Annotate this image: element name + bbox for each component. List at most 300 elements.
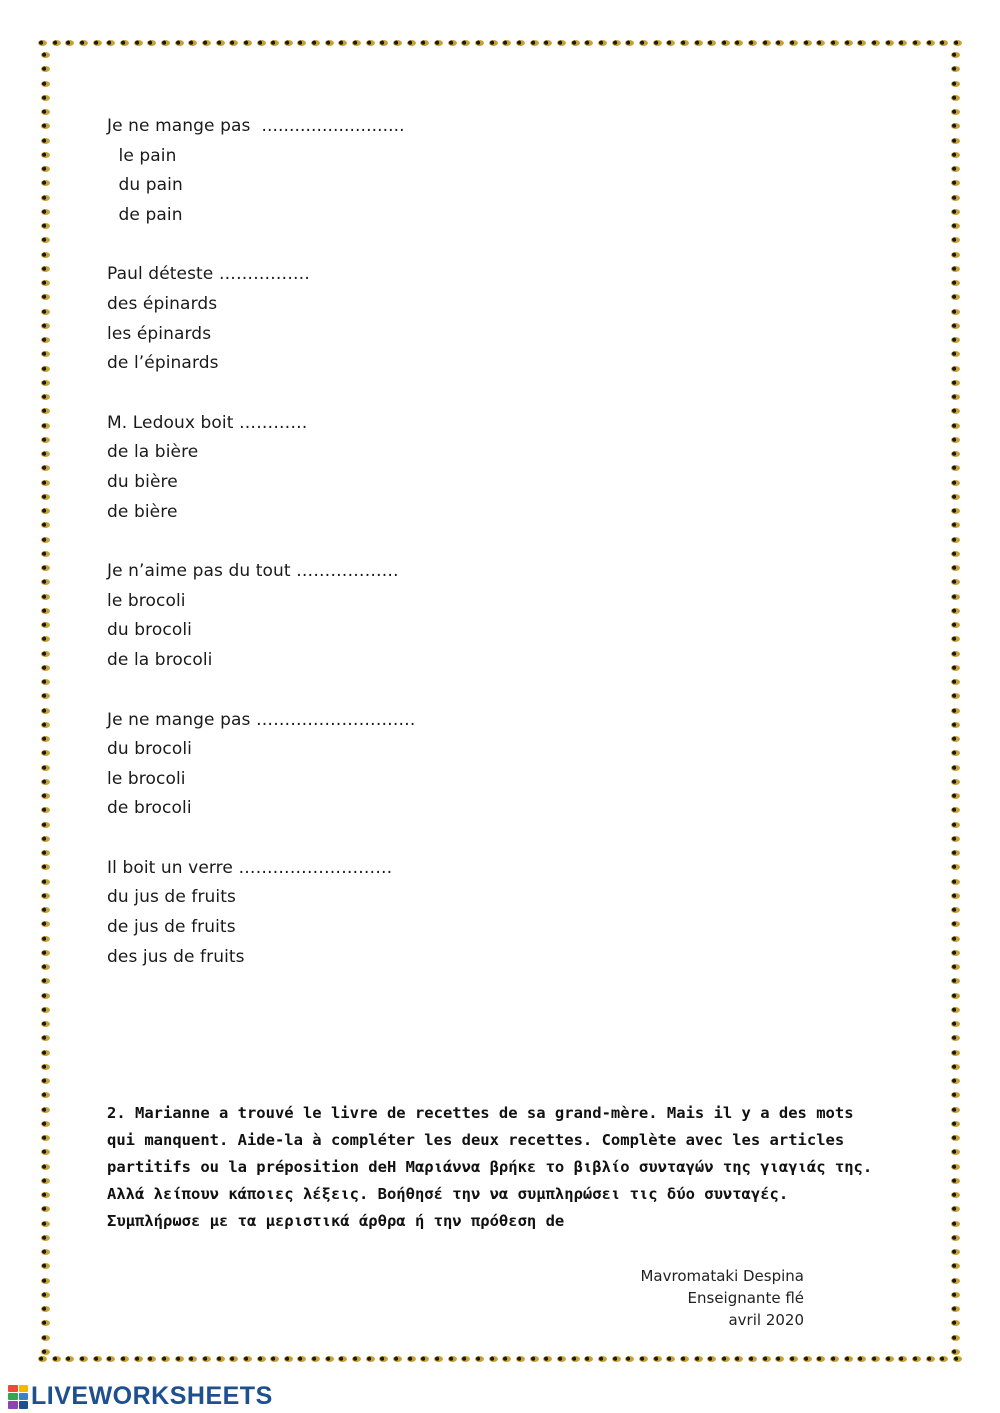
border-ornament (41, 1320, 50, 1326)
question-block (107, 557, 867, 675)
border-left (38, 52, 52, 1356)
border-ornament (721, 1356, 730, 1362)
border-ornament (951, 651, 960, 657)
border-ornament (297, 40, 306, 46)
border-ornament (41, 936, 50, 942)
border-ornament (951, 465, 960, 471)
border-ornament (475, 1356, 484, 1362)
border-ornament (202, 1356, 211, 1362)
border-ornament (41, 394, 50, 400)
border-ornament (325, 1356, 334, 1362)
border-ornament (93, 1356, 102, 1362)
border-ornament (41, 1306, 50, 1312)
border-ornament (41, 993, 50, 999)
border-ornament (707, 1356, 716, 1362)
border-ornament (297, 1356, 306, 1362)
border-ornament (951, 579, 960, 585)
border-ornament (41, 1050, 50, 1056)
question-prompt: Paul déteste ……………. (107, 264, 310, 285)
border-ornament (951, 323, 960, 329)
border-ornament (41, 822, 50, 828)
border-ornament (951, 294, 960, 300)
border-ornament (41, 1235, 50, 1241)
answer-option[interactable]: des épinards (107, 293, 218, 314)
border-ornament (951, 380, 960, 386)
border-ornament (393, 40, 402, 46)
border-ornament (694, 1356, 703, 1362)
border-ornament (653, 40, 662, 46)
border-ornament (951, 736, 960, 742)
border-ornament (41, 636, 50, 642)
border-ornament (762, 1356, 771, 1362)
border-ornament (951, 1335, 960, 1341)
border-ornament (951, 1050, 960, 1056)
border-ornament (434, 40, 443, 46)
border-ornament (407, 40, 416, 46)
border-ornament (844, 40, 853, 46)
answer-option[interactable]: de bière (107, 501, 178, 522)
border-ornament (338, 1356, 347, 1362)
answer-option[interactable]: le pain (113, 145, 177, 166)
border-ornament (311, 40, 320, 46)
border-right (948, 52, 962, 1356)
border-ornament (951, 565, 960, 571)
border-ornament (41, 195, 50, 201)
border-ornament (680, 40, 689, 46)
border-ornament (41, 565, 50, 571)
border-ornament (41, 465, 50, 471)
border-ornament (41, 551, 50, 557)
border-ornament (41, 1292, 50, 1298)
border-ornament (41, 423, 50, 429)
border-ornament (325, 40, 334, 46)
border-ornament (202, 40, 211, 46)
border-ornament (216, 40, 225, 46)
instruction-line: qui manquent. Aide-la à compléter les deux recettes. Complète avec les articles (107, 1131, 845, 1149)
border-ornament (420, 40, 429, 46)
border-ornament (41, 1064, 50, 1070)
border-ornament (41, 166, 50, 172)
border-ornament (41, 850, 50, 856)
border-ornament (516, 40, 525, 46)
border-ornament (951, 351, 960, 357)
border-ornament (41, 366, 50, 372)
border-ornament (489, 1356, 498, 1362)
answer-option[interactable]: le brocoli (107, 768, 186, 789)
border-ornament (951, 237, 960, 243)
liveworksheets-logo[interactable] (8, 1382, 273, 1411)
border-ornament (951, 1164, 960, 1170)
border-ornament (366, 40, 375, 46)
border-ornament (41, 836, 50, 842)
border-ornament (951, 807, 960, 813)
border-ornament (161, 1356, 170, 1362)
border-ornament (748, 1356, 757, 1362)
answer-option[interactable]: du brocoli (107, 620, 192, 641)
border-ornament (41, 480, 50, 486)
border-ornament (951, 793, 960, 799)
question-prompt: Je n’aime pas du tout ……………… (107, 561, 399, 582)
border-ornament (951, 423, 960, 429)
border-ornament (951, 936, 960, 942)
border-ornament (803, 40, 812, 46)
question-prompt: Je ne mange pas .......................... (107, 116, 405, 136)
border-ornament (680, 1356, 689, 1362)
border-ornament (951, 1292, 960, 1298)
border-ornament (951, 1192, 960, 1198)
question-prompt: M. Ledoux boit ………… (107, 412, 308, 433)
border-ornament (951, 693, 960, 699)
border-ornament (951, 1235, 960, 1241)
border-ornament (951, 394, 960, 400)
author-date: avril 2020 (728, 1311, 804, 1329)
border-ornament (951, 1178, 960, 1184)
border-ornament (951, 708, 960, 714)
border-ornament (52, 40, 61, 46)
border-ornament (857, 1356, 866, 1362)
border-ornament (612, 1356, 621, 1362)
border-ornament (41, 266, 50, 272)
border-ornament (516, 1356, 525, 1362)
border-ornament (41, 807, 50, 813)
border-ornament (41, 494, 50, 500)
border-ornament (951, 1092, 960, 1098)
border-ornament (951, 138, 960, 144)
question-prompt: Je ne mange pas ………………………. (107, 709, 416, 730)
border-ornament (734, 1356, 743, 1362)
border-ornament (41, 921, 50, 927)
border-ornament (816, 40, 825, 46)
border-ornament (951, 551, 960, 557)
border-ornament (951, 978, 960, 984)
border-ornament (352, 1356, 361, 1362)
border-ornament (41, 323, 50, 329)
border-ornament (41, 66, 50, 72)
answer-option[interactable]: du brocoli (107, 739, 192, 760)
border-ornament (41, 608, 50, 614)
instruction-line: Αλλά λείπουν κάποιες λέξεις. Βοήθησέ την να συμπληρώσει τις δύο συνταγές. (107, 1185, 789, 1203)
border-ornament (951, 266, 960, 272)
border-ornament (951, 836, 960, 842)
border-ornament (216, 1356, 225, 1362)
border-ornament (951, 1007, 960, 1013)
answer-option[interactable]: de la bière (107, 442, 199, 463)
border-ornament (885, 40, 894, 46)
border-ornament (229, 40, 238, 46)
border-ornament (939, 40, 948, 46)
border-ornament (951, 1107, 960, 1113)
border-ornament (912, 40, 921, 46)
border-ornament (951, 665, 960, 671)
border-ornament (639, 40, 648, 46)
border-ornament (147, 40, 156, 46)
border-ornament (134, 40, 143, 46)
border-ornament (41, 451, 50, 457)
answer-option[interactable]: de l’épinards (107, 353, 219, 374)
border-ornament (475, 40, 484, 46)
border-ornament (65, 40, 74, 46)
border-ornament (598, 1356, 607, 1362)
border-ornament (951, 1135, 960, 1141)
border-ornament (41, 351, 50, 357)
border-ornament (885, 1356, 894, 1362)
question-block (107, 112, 867, 230)
border-ornament (951, 765, 960, 771)
border-ornament (175, 1356, 184, 1362)
border-ornament (41, 1278, 50, 1284)
border-ornament (762, 40, 771, 46)
answer-option[interactable]: de brocoli (107, 798, 192, 819)
border-ornament (52, 1356, 61, 1362)
border-ornament (721, 40, 730, 46)
border-ornament (951, 337, 960, 343)
border-ornament (953, 40, 962, 46)
border-ornament (775, 1356, 784, 1362)
border-ornament (571, 40, 580, 46)
border-ornament (951, 950, 960, 956)
border-ornament (951, 209, 960, 215)
border-ornament (789, 40, 798, 46)
border-ornament (41, 1007, 50, 1013)
border-ornament (393, 1356, 402, 1362)
border-ornament (951, 750, 960, 756)
border-ornament (188, 1356, 197, 1362)
border-ornament (951, 679, 960, 685)
answer-option[interactable]: de pain (113, 204, 183, 225)
border-ornament (951, 907, 960, 913)
border-ornament (951, 1263, 960, 1269)
border-ornament (257, 40, 266, 46)
border-ornament (557, 1356, 566, 1362)
border-ornament (41, 893, 50, 899)
border-ornament (789, 1356, 798, 1362)
answer-option[interactable]: le brocoli (107, 590, 186, 611)
border-ornament (871, 40, 880, 46)
border-ornament (951, 879, 960, 885)
border-ornament (41, 1178, 50, 1184)
border-ornament (951, 309, 960, 315)
border-ornament (830, 1356, 839, 1362)
border-ornament (41, 594, 50, 600)
border-ornament (229, 1356, 238, 1362)
border-ornament (311, 1356, 320, 1362)
border-ornament (41, 1035, 50, 1041)
border-ornament (41, 508, 50, 514)
answer-option[interactable]: du jus de fruits (107, 887, 236, 908)
border-ornament (530, 1356, 539, 1362)
border-ornament (951, 280, 960, 286)
border-ornament (951, 779, 960, 785)
border-ornament (379, 1356, 388, 1362)
border-ornament (407, 1356, 416, 1362)
exercise-list (107, 112, 867, 1002)
border-ornament (120, 40, 129, 46)
border-ornament (951, 522, 960, 528)
border-ornament (951, 437, 960, 443)
border-ornament (41, 237, 50, 243)
border-ornament (951, 252, 960, 258)
border-ornament (79, 40, 88, 46)
border-ornament (106, 40, 115, 46)
border-ornament (41, 309, 50, 315)
border-ornament (41, 779, 50, 785)
border-ornament (41, 1221, 50, 1227)
author-role: Enseignante flé (687, 1289, 804, 1307)
border-ornament (951, 608, 960, 614)
border-ornament (951, 195, 960, 201)
border-ornament (951, 180, 960, 186)
border-ornament (41, 380, 50, 386)
border-ornament (571, 1356, 580, 1362)
border-ornament (951, 1221, 960, 1227)
border-ornament (951, 964, 960, 970)
border-ornament (951, 1149, 960, 1155)
border-ornament (79, 1356, 88, 1362)
border-ornament (951, 1021, 960, 1027)
border-ornament (338, 40, 347, 46)
border-ornament (951, 1306, 960, 1312)
border-ornament (951, 166, 960, 172)
border-ornament (270, 40, 279, 46)
border-ornament (707, 40, 716, 46)
border-ornament (41, 879, 50, 885)
border-ornament (41, 722, 50, 728)
border-bottom (38, 1356, 962, 1368)
border-ornament (41, 964, 50, 970)
border-ornament (951, 1064, 960, 1070)
border-ornament (666, 1356, 675, 1362)
border-ornament (625, 1356, 634, 1362)
border-ornament (41, 1092, 50, 1098)
border-ornament (951, 95, 960, 101)
border-ornament (41, 1107, 50, 1113)
border-ornament (41, 708, 50, 714)
question-block (107, 854, 867, 972)
border-ornament (284, 40, 293, 46)
border-ornament (748, 40, 757, 46)
border-ornament (557, 40, 566, 46)
border-ornament (41, 81, 50, 87)
border-ornament (830, 40, 839, 46)
border-ornament (38, 40, 47, 46)
border-ornament (951, 494, 960, 500)
border-ornament (41, 622, 50, 628)
border-ornament (41, 1263, 50, 1269)
border-top (38, 40, 962, 52)
border-ornament (420, 1356, 429, 1362)
border-ornament (65, 1356, 74, 1362)
border-ornament (41, 252, 50, 258)
border-ornament (41, 765, 50, 771)
instruction-line: 2. Marianne a trouvé le livre de recettes de sa grand-mère. Mais il y a des mots (107, 1104, 854, 1122)
border-ornament (352, 40, 361, 46)
border-ornament (816, 1356, 825, 1362)
border-ornament (666, 40, 675, 46)
border-ornament (41, 1135, 50, 1141)
border-ornament (951, 1035, 960, 1041)
border-ornament (775, 40, 784, 46)
border-ornament (584, 40, 593, 46)
border-ornament (951, 366, 960, 372)
border-ornament (951, 508, 960, 514)
border-ornament (734, 40, 743, 46)
border-ornament (502, 1356, 511, 1362)
border-ornament (625, 40, 634, 46)
border-ornament (41, 437, 50, 443)
border-ornament (41, 209, 50, 215)
border-ornament (912, 1356, 921, 1362)
border-ornament (41, 294, 50, 300)
border-ornament (653, 1356, 662, 1362)
border-ornament (951, 722, 960, 728)
question-prompt: Il boit un verre ……………………… (107, 857, 393, 878)
answer-option[interactable]: de la brocoli (107, 649, 213, 670)
border-ornament (951, 123, 960, 129)
border-ornament (926, 40, 935, 46)
border-ornament (147, 1356, 156, 1362)
border-ornament (584, 1356, 593, 1362)
border-ornament (41, 1164, 50, 1170)
border-ornament (598, 40, 607, 46)
author-name: Mavromataki Despina (640, 1267, 804, 1285)
border-ornament (951, 1206, 960, 1212)
border-ornament (448, 40, 457, 46)
border-ornament (898, 1356, 907, 1362)
answer-option[interactable]: les épinards (107, 323, 212, 344)
border-ornament (951, 408, 960, 414)
border-ornament (448, 1356, 457, 1362)
answer-option[interactable]: des jus de fruits (107, 946, 245, 967)
border-ornament (41, 665, 50, 671)
border-ornament (803, 1356, 812, 1362)
border-ornament (951, 1349, 960, 1355)
border-ornament (951, 993, 960, 999)
border-ornament (134, 1356, 143, 1362)
border-ornament (243, 40, 252, 46)
answer-option[interactable]: du bière (107, 471, 178, 492)
border-ornament (41, 750, 50, 756)
border-ornament (926, 1356, 935, 1362)
border-ornament (41, 280, 50, 286)
exercise-2-instruction (107, 1100, 877, 1235)
border-ornament (41, 1192, 50, 1198)
border-ornament (41, 978, 50, 984)
border-ornament (41, 1206, 50, 1212)
border-ornament (41, 1335, 50, 1341)
border-ornament (939, 1356, 948, 1362)
border-ornament (41, 950, 50, 956)
answer-option[interactable]: de jus de fruits (107, 917, 236, 938)
border-ornament (951, 152, 960, 158)
border-ornament (951, 594, 960, 600)
answer-option[interactable]: du pain (113, 175, 183, 196)
border-ornament (694, 40, 703, 46)
border-ornament (41, 1349, 50, 1355)
border-ornament (543, 1356, 552, 1362)
border-ornament (243, 1356, 252, 1362)
border-ornament (41, 52, 50, 58)
border-ornament (41, 1021, 50, 1027)
border-ornament (951, 921, 960, 927)
border-ornament (951, 109, 960, 115)
border-ornament (543, 40, 552, 46)
border-ornament (41, 123, 50, 129)
border-ornament (951, 893, 960, 899)
border-ornament (93, 40, 102, 46)
border-ornament (41, 651, 50, 657)
brand-mark-icon (8, 1385, 28, 1409)
border-ornament (434, 1356, 443, 1362)
